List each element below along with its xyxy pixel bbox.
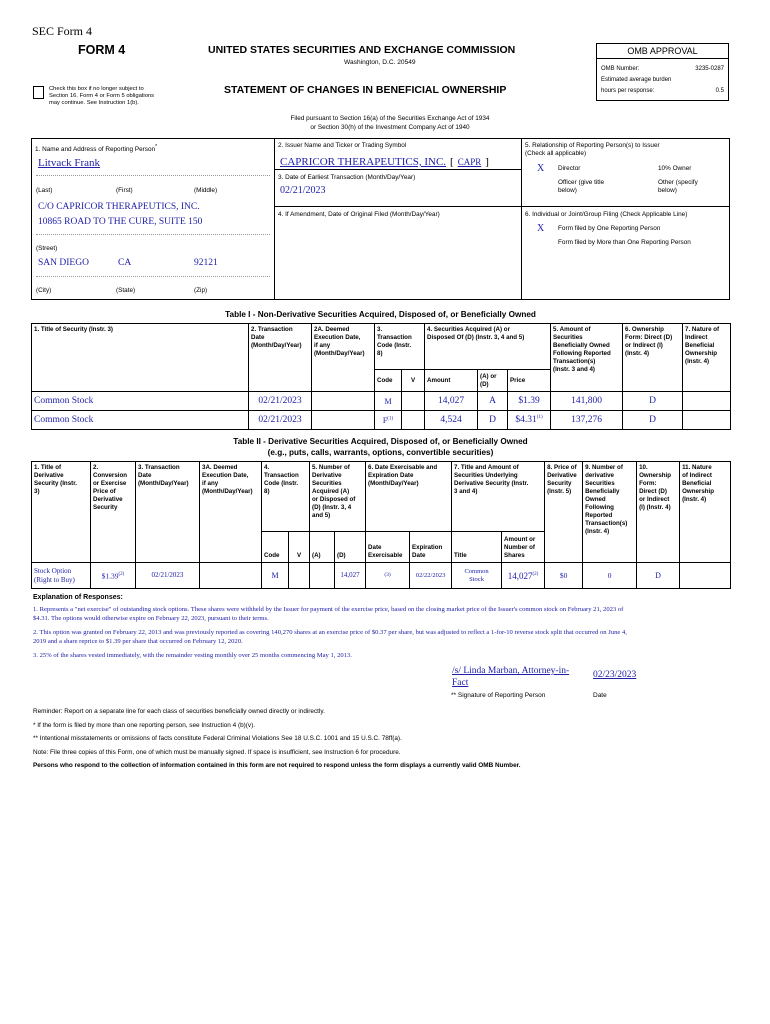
amendment-box: 4. If Amendment, Date of Original Filed (Month/Day/Year) [274,206,522,300]
signature[interactable]: /s/ Linda Marban, Attorney-in- Fact [452,666,570,688]
t2-header-title: 1. Title of Derivative Security (Instr. 3) [32,462,91,563]
t2-header-deemed: 3A. Deemed Execution Date, if any (Month/Day/Year) [200,462,262,563]
checkbox-text: Check this box if no longer subject to Section 16. Form 4 or Form 5 obligations may continue. See Instruction 1(b). [49,86,155,107]
director-checkmark[interactable]: X [537,163,545,174]
zip: 92121 [194,258,218,268]
omb-burden: 0.5 [715,88,724,94]
omb-number: 3235-0287 [695,66,724,72]
t1-header-deemed: 2A. Deemed Execution Date, if any (Month/Day/Year) [312,324,375,392]
issuer-name[interactable]: CAPRICOR THERAPEUTICS, INC. [280,156,447,168]
omb-title: OMB APPROVAL [597,44,728,59]
t2-header-code: 4. Transaction Code (Instr. 8) [262,462,310,532]
one-person-checkmark[interactable]: X [537,223,545,234]
address-line-2: 10865 ROAD TO THE CURE, SUITE 150 [38,217,203,227]
filing-type-box: 6. Individual or Joint/Group Filing (Check Applicable Line) X Form filed by One Reporting Person Form filed by More than One Reporting Person [521,206,730,300]
reporting-person-name[interactable]: Litvack Frank [38,157,101,169]
earliest-transaction-date: 02/21/2023 [280,185,326,196]
t2-header-number: 5. Number of Derivative Securities Acquired (A) or Disposed of (D) (Instr. 3, 4 and 5) [310,462,366,532]
explanation-title: Explanation of Responses: [33,594,123,601]
t2-header-conversion: 2. Conversion or Exercise Price of Derivative Security [91,462,136,563]
t2-header-exercisable: 6. Date Exercisable and Expiration Date (Month/Day/Year) [366,462,452,532]
table1: 1. Title of Security (Instr. 3) 2. Transaction Date (Month/Day/Year) 2A. Deemed Execution Date, if any (Month/Day/Year) 3. Transaction Code (Instr. 8) 4. Securities Acquired (A) or Disposed Of (D) (Instr. 3, 4 and 5) 5. Amount of Securities Beneficially Owned Following Reported Transaction(s) (Instr. 3 and 4) 6. Ownership Form: Direct (D) or Indirect (I) (Instr. 4) 7. Nature of Indirect Beneficial Ownership (Instr. 4) Code V Amount (A) or (D) Price Common Stock 02/21/2023 M 14,027 A $1.39 141,800 D Common Stock 02/21/2023 $F^{(1)}$ 4,524 D $4.31$^{(1)}$ 137,276 D [31,323,731,430]
table2: 1. Title of Derivative Security (Instr. 3) 2. Conversion or Exercise Price of Derivative Security 3. Transaction Date (Month/Day/Year) 3A. Deemed Execution Date, if any (Month/Day/Year) 4. Transaction Code (Instr. 8) 5. Number of Derivative Securities Acquired (A) or Disposed of (D) (Instr. 3, 4 and 5) 6. Date Exercisable and Expiration Date (Month/Day/Year) 7. Title and Amount of Securities Underlying Derivative Security (Instr. 3 and 4) 8. Price of Derivative Security (Instr. 5) 9. Number of derivative Securities Beneficially Owned Following Reported Transaction(s) (Instr. 4) 10. Ownership Form: Direct (D) or Indirect (I) (Instr. 4) 11. Nature of Indirect Beneficial Ownership (Instr. 4) Code V (A) (D) Date Exercisable Expiration Date Title Amount or Number of Shares Stock Option (Right to Buy) $1.39$^{(2)}$ 02/21/2023 M 14,027 (3) 02/22/2023 Common Stock 14,027$^{(2)}$ $0 0 D [31,461,731,589]
footnote-1: 1. Represents a "net exercise" of outstanding stock options. These shares were withheld by the Issuer for payment of the exercise price, based on the closing market price of the Issuer's common stock on February 21, 2023 of $4.31. The options would otherwise expire on February 22, 2023, pursuant to their terms. [33,606,624,622]
issuer-box: 2. Issuer Name and Ticker or Trading Symbol CAPRICOR THERAPEUTICS, INC. [ CAPR ] [274,138,522,170]
t1-header-nature: 7. Nature of Indirect Beneficial Ownership (Instr. 4) [683,324,731,392]
commission-location: Washington, D.C. 20549 [344,59,416,66]
table1-title: Table I - Non-Derivative Securities Acquired, Disposed of, or Beneficially Owned [225,310,536,319]
reporting-person-box: 1. Name and Address of Reporting Person* Litvack Frank (Last) (First) (Middle) C/O CAPRICOR THERAPEUTICS, INC. 10865 ROAD TO THE CURE, SUITE 150 (Street) SAN DIEGO CA 92121 (City) (State) (Zip) [31,138,275,300]
omb-approval-box: OMB APPROVAL OMB Number: 3235-0287 Estimated average burden hours per response: 0.5 [596,43,729,101]
t2-header-nature: 11. Nature of Indirect Beneficial Ownership (Instr. 4) [680,462,731,563]
t1-header-code: 3. Transaction Code (Instr. 8) [375,324,425,370]
table-row: Common Stock 02/21/2023 $F^{(1)}$ 4,524 D $4.31$^{(1)}$ 137,276 D [32,411,731,430]
no-longer-subject-checkbox[interactable] [33,86,44,99]
footer-notes: Reminder: Report on a separate line for each class of securities beneficially owned directly or indirectly. * If the form is filed by more than one reporting person, see Instruction 4 (b)(v). ** Intentional misstatements or omissions of facts constitute Federal Criminal Violations See 18 U.S.C. 1001 and 15 U.S.C. 78ff(a). Note: File three copies of this Form, one of which must be manually signed. If space is insufficient, see Instruction 6 for procedure. Persons who respond to the collection of information contained in this form are not required to respond unless the form displays a currently valid OMB Number. [33,708,521,769]
table2-title: Table II - Derivative Securities Acquired, Disposed of, or Beneficially Owned (e.g., puts, calls, warrants, options, convertible securities) [233,437,528,457]
relationship-box: 5. Relationship of Reporting Person(s) to Issuer (Check all applicable) X Director 10% Owner Officer (give title below) Other (specify below) [521,138,730,207]
signature-label: ** Signature of Reporting Person [451,692,546,699]
t2-header-form: 10. Ownership Form: Direct (D) or Indirect (I) (Instr. 4) [637,462,680,563]
t1-header-acquired: 4. Securities Acquired (A) or Disposed Of (D) (Instr. 3, 4 and 5) [425,324,551,370]
footnote-3: 3. 25% of the shares vested immediately, with the remainder vesting monthly over 25 months commencing May 1, 2013. [33,652,352,659]
signature-date: 02/23/2023 [593,670,637,680]
form-title: FORM 4 [78,43,126,57]
commission-title: UNITED STATES SECURITIES AND EXCHANGE COMMISSION [208,44,516,56]
address-line-1: C/O CAPRICOR THERAPEUTICS, INC. [38,202,200,212]
footnote-2: 2. This option was granted on February 22, 2013 and was previously reported as covering 140,270 shares at an exercise price of $0.37 per share, but was adjusted to reflect a 1-for-10 reverse stock split that occurred on June 4, 2019 and a share reprice to $1.39 per share that occurred on February 12, 2020. [33,629,627,645]
table-row: Stock Option (Right to Buy) $1.39$^{(2)}$ 02/21/2023 M 14,027 (3) 02/22/2023 Common Stock 14,027$^{(2)}$ $0 0 D [32,563,731,589]
t2-header-date: 3. Transaction Date (Month/Day/Year) [136,462,200,563]
date-label: Date [593,692,607,699]
table-row: Common Stock 02/21/2023 M 14,027 A $1.39 141,800 D [32,392,731,411]
ticker-symbol[interactable]: CAPR [457,157,482,167]
t2-header-owned: 9. Number of derivative Securities Beneficially Owned Following Reported Transaction(s) (Instr. 4) [583,462,637,563]
t2-header-price: 8. Price of Derivative Security (Instr. 5) [545,462,583,563]
city: SAN DIEGO [38,258,89,268]
filed-pursuant: Filed pursuant to Section 16(a) of the Securities Exchange Act of 1934 or Section 30(h) of the Investment Company Act of 1940 [290,115,490,131]
earliest-transaction-box: 3. Date of Earliest Transaction (Month/Day/Year) 02/21/2023 [274,169,522,207]
t1-header-form: 6. Ownership Form: Direct (D) or Indirect (I) (Instr. 4) [623,324,683,392]
sec-form-label: SEC Form 4 [32,24,93,38]
t1-header-title: 1. Title of Security (Instr. 3) [32,324,249,392]
t1-header-date: 2. Transaction Date (Month/Day/Year) [249,324,312,392]
t1-header-amount: 5. Amount of Securities Beneficially Owned Following Reported Transaction(s) (Instr. 3 and 4) [551,324,623,392]
statement-title: STATEMENT OF CHANGES IN BENEFICIAL OWNERSHIP [224,84,507,96]
state: CA [118,258,132,268]
t2-header-underlying: 7. Title and Amount of Securities Underlying Derivative Security (Instr. 3 and 4) [452,462,545,532]
